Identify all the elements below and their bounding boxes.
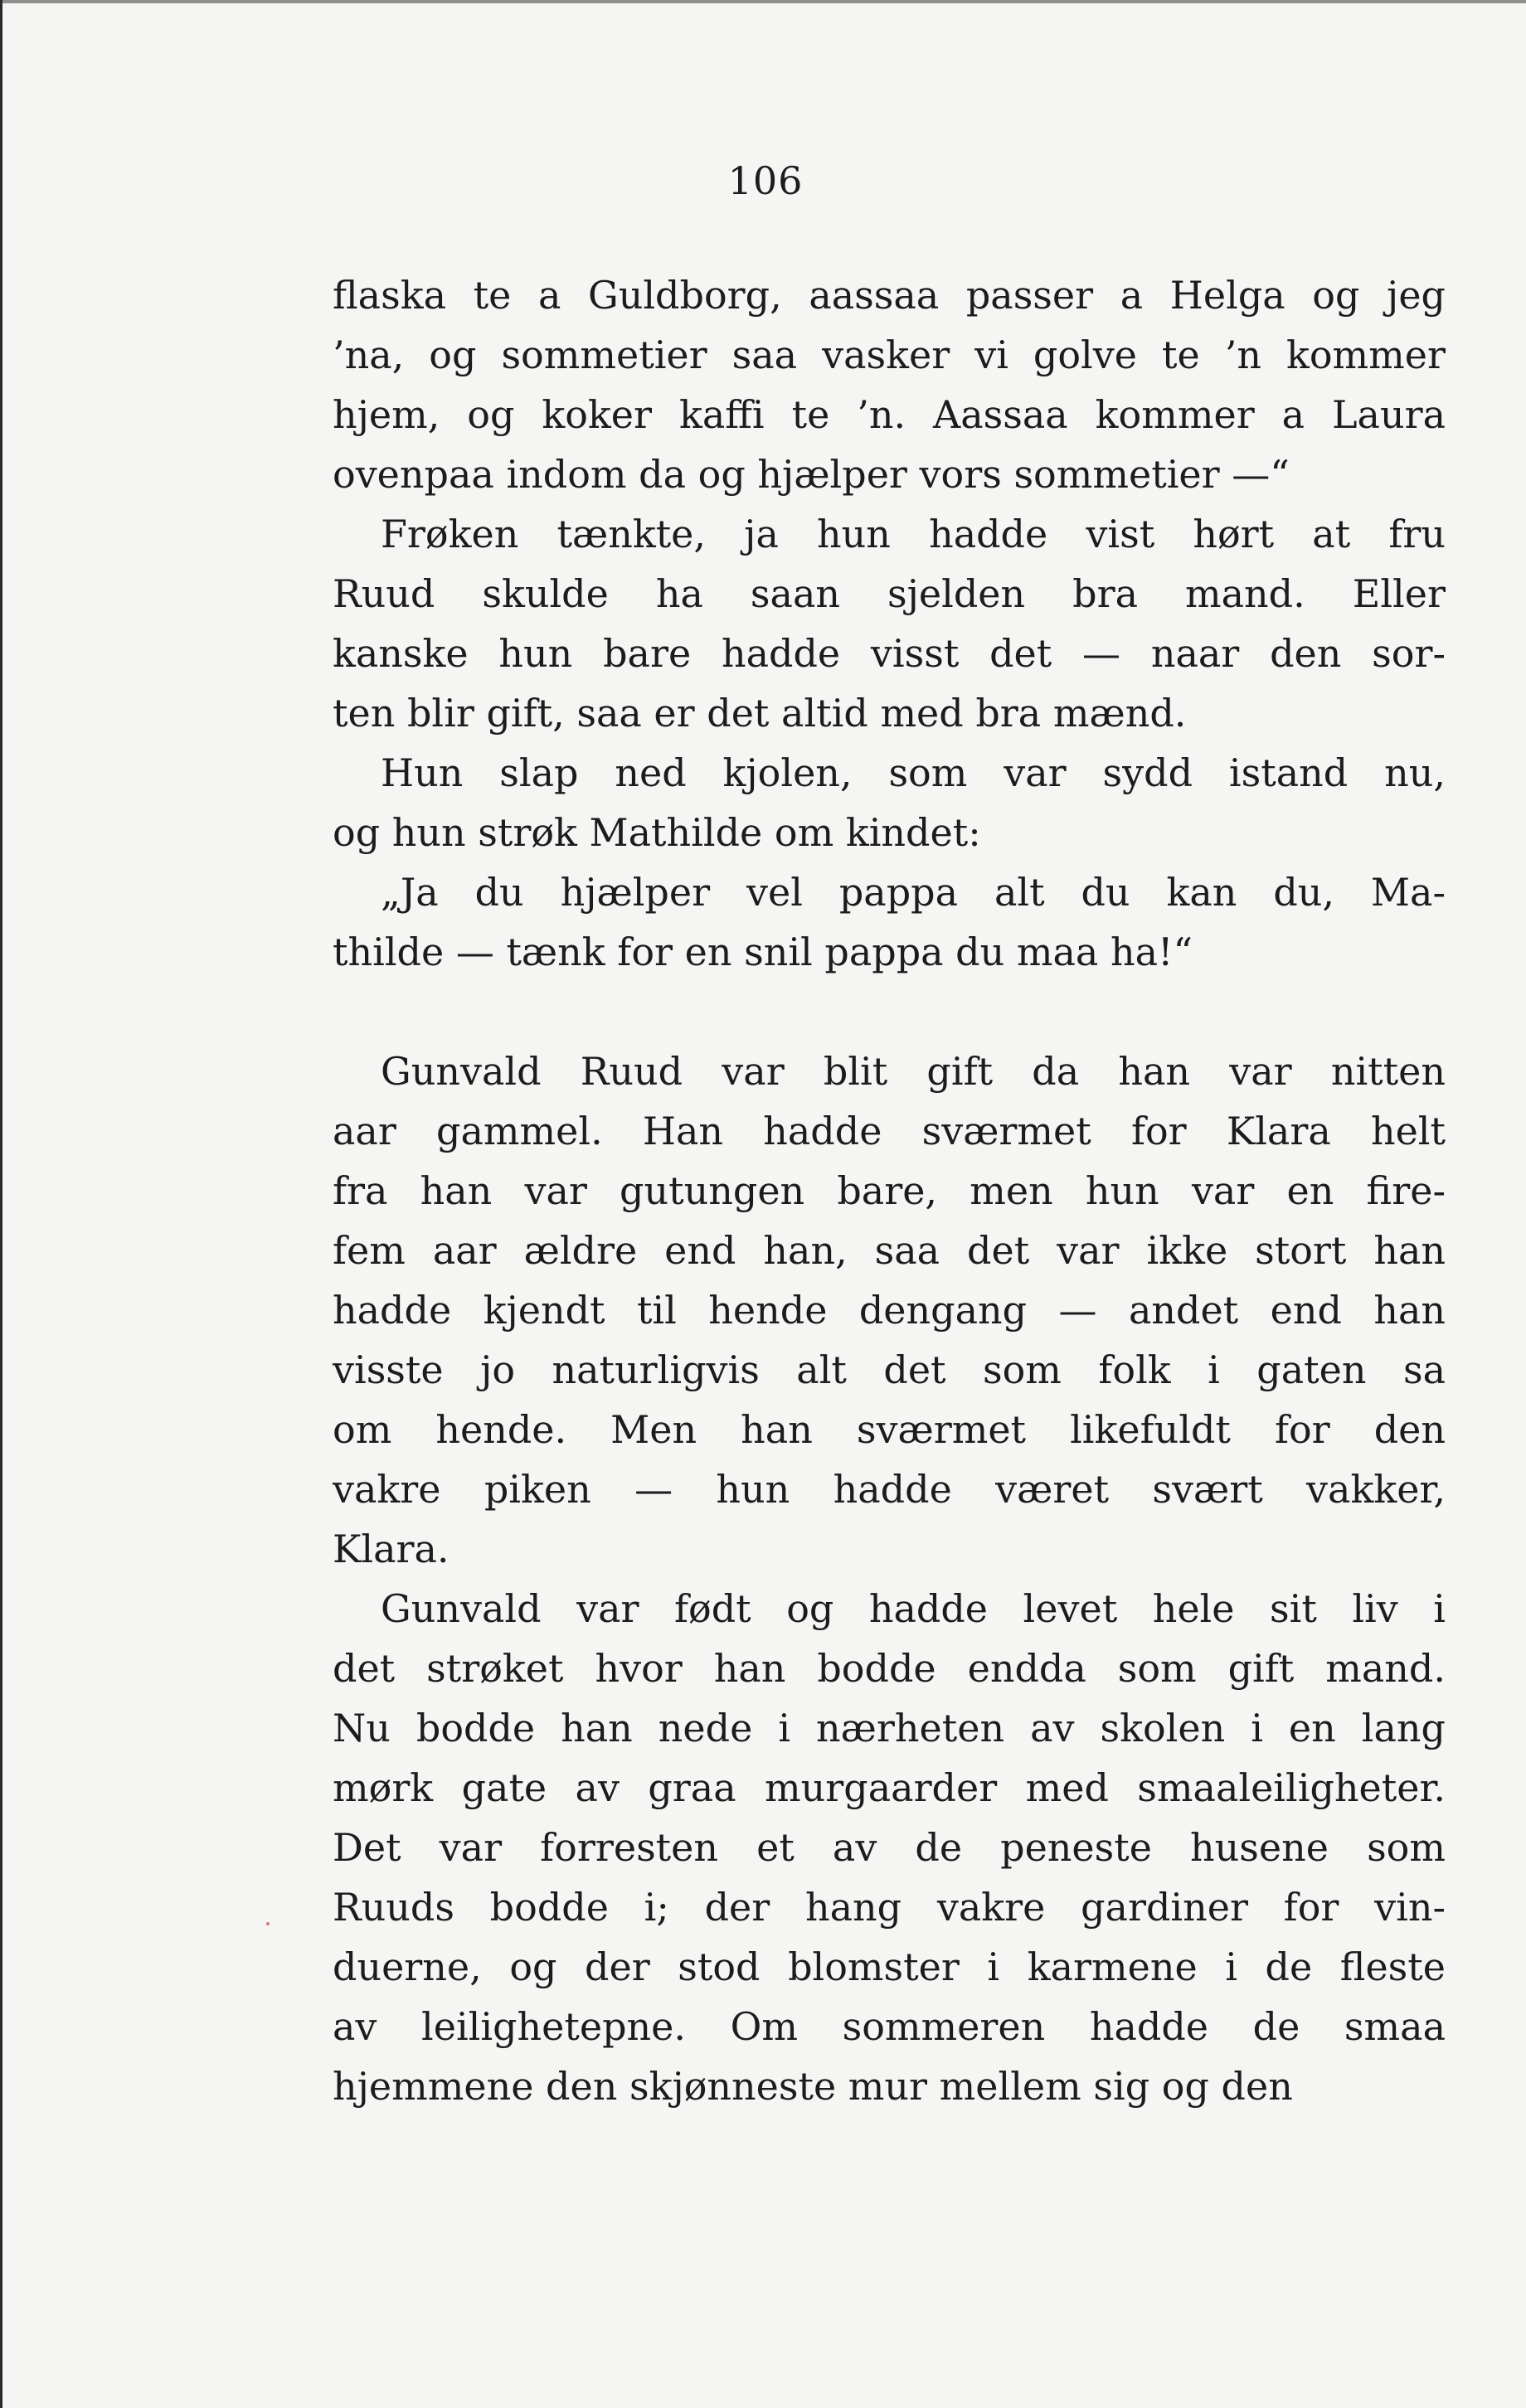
section-break <box>333 982 1446 1041</box>
text-line: det strøket hvor han bodde endda som gift mand. <box>333 1646 1446 1691</box>
text-line: „Ja du hjælper vel pappa alt du kan du, Ma- <box>381 870 1446 915</box>
text-line: av leilighetерne. Om sommeren hadde de smaa <box>333 2004 1446 2049</box>
text-line: flaska te a Guldborg, aassaa passer a Helga og jeg <box>333 273 1446 318</box>
text-line: Hun slap ned kjolen, som var sydd istand nu, <box>381 750 1446 795</box>
paragraph <box>333 1041 1446 1579</box>
paragraph <box>333 265 1446 504</box>
text-line: vakre piken — hun hadde været svært vakker, <box>333 1467 1446 1512</box>
text-line: hadde kjendt til hende dengang — andet end han <box>333 1288 1446 1333</box>
page-number: 106 <box>727 158 804 203</box>
text-line: hjem, og koker kaffi te ’n. Aassaa kommer a Laura <box>333 392 1446 437</box>
text-line: mørk gate av graa murgaarder med smaaleiligheter. <box>333 1765 1446 1810</box>
paragraph <box>333 862 1446 982</box>
top-edge-shadow <box>2 0 1526 3</box>
text-line: Gunvald Ruud var blit gift da han var nitten <box>381 1049 1446 1094</box>
text-line: Det var forresten et av de peneste husene som <box>333 1825 1446 1870</box>
text-line: Ruuds bodde i; der hang vakre gardiner for vin- <box>333 1885 1446 1930</box>
text-line: thilde — tænk for en snil pappa du maa ha!“ <box>333 930 1193 974</box>
text-line: fra han var gutungen bare, men hun var en fire- <box>333 1168 1446 1213</box>
text-line: kanske hun bare hadde visst det — naar den sor- <box>333 631 1446 676</box>
body-text <box>333 265 1446 2116</box>
paragraph <box>333 743 1446 862</box>
text-line: ’na, og sommetier saa vasker vi golve te ’n kommer <box>333 333 1446 377</box>
text-line: duerne, og der stod blomster i karmene i de fleste <box>333 1944 1446 1989</box>
text-line: Klara. <box>333 1527 450 1571</box>
text-line: aar gammel. Han hadde sværmet for Klara helt <box>333 1109 1446 1153</box>
paragraph <box>333 1579 1446 2116</box>
text-line: ten blir gift, saa er det altid med bra mænd. <box>333 691 1187 736</box>
text-line: om hende. Men han sværmet likefuldt for den <box>333 1407 1446 1452</box>
text-line: hjemmene den skjønneste mur mellem sig og den <box>333 2064 1293 2109</box>
text-line: ovenpaa indom da og hjælper vors sommetier —“ <box>333 452 1290 497</box>
text-line: Frøken tænkte, ja hun hadde vist hørt at fru <box>381 512 1446 556</box>
text-line: visste jo naturligvis alt det som folk i gaten sa <box>333 1347 1446 1392</box>
text-line: fem aar ældre end han, saa det var ikke stort han <box>333 1228 1446 1273</box>
paper-speck <box>266 1922 270 1925</box>
text-line: Gunvald var født og hadde levet hele sit liv i <box>381 1586 1446 1631</box>
text-line: og hun strøk Mathilde om kindet: <box>333 810 981 855</box>
text-line: Ruud skulde ha saan sjelden bra mand. Eller <box>333 571 1446 616</box>
text-line: Nu bodde han nede i nærheten av skolen i en lang <box>333 1706 1446 1750</box>
paragraph <box>333 504 1446 743</box>
